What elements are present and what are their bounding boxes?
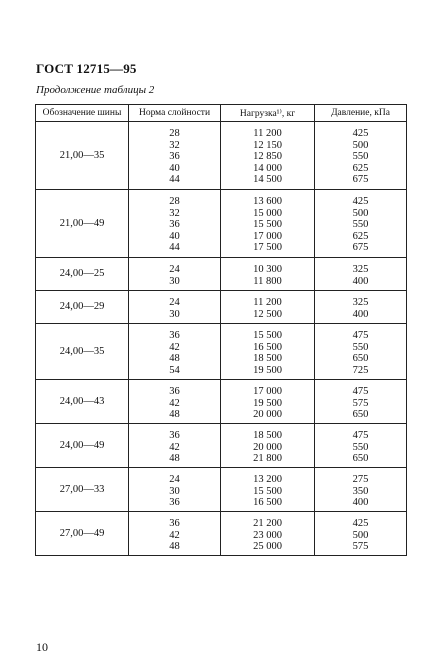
table-row — [36, 380, 407, 424]
cell-value: 550 — [352, 151, 369, 163]
table-row — [36, 190, 407, 258]
load-cell — [221, 190, 315, 258]
cell-value: 30 — [169, 308, 180, 320]
cell-value: 30 — [169, 485, 180, 497]
pressure-cell — [315, 380, 407, 424]
pressure-cell — [315, 122, 407, 190]
tire-designation-cell: 27,00—33 — [36, 468, 129, 512]
cell-value: 24 — [169, 297, 180, 308]
cell-value: 15 000 — [253, 207, 282, 219]
tire-designation-cell: 24,00—25 — [36, 258, 129, 291]
cell-value: 42 — [169, 341, 180, 353]
cell-value: 12 150 — [253, 139, 282, 151]
table-row — [36, 424, 407, 468]
cell-value: 15 500 — [253, 485, 282, 497]
col-header-ply-rating: Норма слойности — [129, 105, 221, 122]
cell-value: 14 000 — [253, 162, 282, 174]
table-row — [36, 291, 407, 324]
cell-value: 625 — [352, 162, 369, 174]
cell-value: 32 — [169, 207, 180, 219]
pressure-cell — [315, 512, 407, 556]
cell-value: 550 — [352, 341, 369, 353]
table-caption: Продолжение таблицы 2 — [36, 84, 155, 96]
cell-value: 650 — [352, 353, 369, 365]
cell-value: 25 000 — [253, 541, 282, 553]
cell-value: 650 — [352, 409, 369, 421]
col-header-pressure: Давление, кПа — [315, 105, 407, 122]
cell-value: 20 000 — [253, 409, 282, 421]
table-row — [36, 512, 407, 556]
tire-designation-cell: 24,00—49 — [36, 424, 129, 468]
cell-value: 54 — [169, 364, 180, 376]
ply-rating-cell — [129, 190, 221, 258]
cell-value: 15 500 — [253, 219, 282, 231]
cell-value: 23 000 — [253, 529, 282, 541]
table-row — [36, 324, 407, 380]
cell-value: 350 — [352, 485, 369, 497]
table-row — [36, 468, 407, 512]
cell-value: 275 — [352, 474, 369, 485]
tire-designation-cell: 24,00—43 — [36, 380, 129, 424]
pressure-cell — [315, 468, 407, 512]
table-body — [36, 122, 407, 556]
cell-value: 16 500 — [253, 341, 282, 353]
cell-value: 675 — [352, 242, 369, 254]
cell-value: 18 500 — [253, 430, 282, 441]
cell-value: 725 — [352, 364, 369, 376]
cell-value: 650 — [352, 453, 369, 465]
pressure-cell — [315, 258, 407, 291]
load-cell — [221, 291, 315, 324]
cell-value: 500 — [352, 529, 369, 541]
tire-designation-cell: 24,00—29 — [36, 291, 129, 324]
cell-value: 325 — [352, 297, 369, 308]
cell-value: 16 500 — [253, 497, 282, 509]
table-header-row — [36, 105, 407, 122]
cell-value: 40 — [169, 230, 180, 242]
load-cell — [221, 258, 315, 291]
ply-rating-cell — [129, 424, 221, 468]
cell-value: 21 800 — [253, 453, 282, 465]
cell-value: 40 — [169, 162, 180, 174]
ply-rating-cell — [129, 512, 221, 556]
cell-value: 19 500 — [253, 397, 282, 409]
cell-value: 15 500 — [253, 330, 282, 341]
cell-value: 13 200 — [253, 474, 282, 485]
cell-value: 400 — [352, 497, 369, 509]
cell-value: 36 — [169, 430, 180, 441]
ply-rating-cell — [129, 468, 221, 512]
tire-designation-cell: 27,00—49 — [36, 512, 129, 556]
ply-rating-cell — [129, 258, 221, 291]
cell-value: 17 000 — [253, 386, 282, 397]
cell-value: 675 — [352, 174, 369, 186]
cell-value: 36 — [169, 330, 180, 341]
cell-value: 20 000 — [253, 441, 282, 453]
cell-value: 400 — [352, 308, 369, 320]
cell-value: 48 — [169, 541, 180, 553]
cell-value: 11 800 — [253, 275, 282, 287]
cell-value: 500 — [352, 139, 369, 151]
load-cell — [221, 380, 315, 424]
cell-value: 24 — [169, 264, 180, 275]
cell-value: 14 500 — [253, 174, 282, 186]
cell-value: 500 — [352, 207, 369, 219]
cell-value: 17 500 — [253, 242, 282, 254]
cell-value: 475 — [352, 430, 369, 441]
ply-rating-cell — [129, 291, 221, 324]
cell-value: 36 — [169, 219, 180, 231]
pressure-cell — [315, 291, 407, 324]
cell-value: 19 500 — [253, 364, 282, 376]
col-header-load: Нагрузка¹⁾, кг — [221, 105, 315, 122]
cell-value: 28 — [169, 128, 180, 139]
cell-value: 17 000 — [253, 230, 282, 242]
pressure-cell — [315, 324, 407, 380]
cell-value: 400 — [352, 275, 369, 287]
cell-value: 36 — [169, 386, 180, 397]
cell-value: 36 — [169, 497, 180, 509]
cell-value: 48 — [169, 353, 180, 365]
cell-value: 11 200 — [253, 297, 282, 308]
load-cell — [221, 468, 315, 512]
cell-value: 425 — [352, 518, 369, 529]
cell-value: 48 — [169, 409, 180, 421]
cell-value: 36 — [169, 151, 180, 163]
cell-value: 21 200 — [253, 518, 282, 529]
load-cell — [221, 512, 315, 556]
ply-rating-cell — [129, 380, 221, 424]
cell-value: 36 — [169, 518, 180, 529]
cell-value: 44 — [169, 174, 180, 186]
ply-rating-cell — [129, 324, 221, 380]
col-header-designation: Обозначение шины — [36, 105, 129, 122]
cell-value: 325 — [352, 264, 369, 275]
cell-value: 12 500 — [253, 308, 282, 320]
table-row — [36, 258, 407, 291]
table-row — [36, 122, 407, 190]
cell-value: 475 — [352, 386, 369, 397]
cell-value: 475 — [352, 330, 369, 341]
tire-designation-cell: 21,00—35 — [36, 122, 129, 190]
cell-value: 575 — [352, 397, 369, 409]
page-number: 10 — [36, 640, 48, 654]
cell-value: 10 300 — [253, 264, 282, 275]
cell-value: 42 — [169, 441, 180, 453]
ply-rating-cell — [129, 122, 221, 190]
cell-value: 575 — [352, 541, 369, 553]
pressure-cell — [315, 424, 407, 468]
cell-value: 12 850 — [253, 151, 282, 163]
cell-value: 42 — [169, 397, 180, 409]
cell-value: 550 — [352, 441, 369, 453]
cell-value: 625 — [352, 230, 369, 242]
cell-value: 11 200 — [253, 128, 282, 139]
load-cell — [221, 424, 315, 468]
tire-designation-cell: 21,00—49 — [36, 190, 129, 258]
cell-value: 32 — [169, 139, 180, 151]
cell-value: 13 600 — [253, 196, 282, 207]
cell-value: 425 — [352, 196, 369, 207]
pressure-cell — [315, 190, 407, 258]
cell-value: 44 — [169, 242, 180, 254]
load-cell — [221, 122, 315, 190]
load-cell — [221, 324, 315, 380]
cell-value: 30 — [169, 275, 180, 287]
tire-spec-table — [35, 104, 407, 556]
cell-value: 42 — [169, 529, 180, 541]
tire-designation-cell: 24,00—35 — [36, 324, 129, 380]
cell-value: 48 — [169, 453, 180, 465]
cell-value: 28 — [169, 196, 180, 207]
standard-title: ГОСТ 12715—95 — [36, 61, 137, 76]
cell-value: 18 500 — [253, 353, 282, 365]
cell-value: 550 — [352, 219, 369, 231]
cell-value: 24 — [169, 474, 180, 485]
cell-value: 425 — [352, 128, 369, 139]
